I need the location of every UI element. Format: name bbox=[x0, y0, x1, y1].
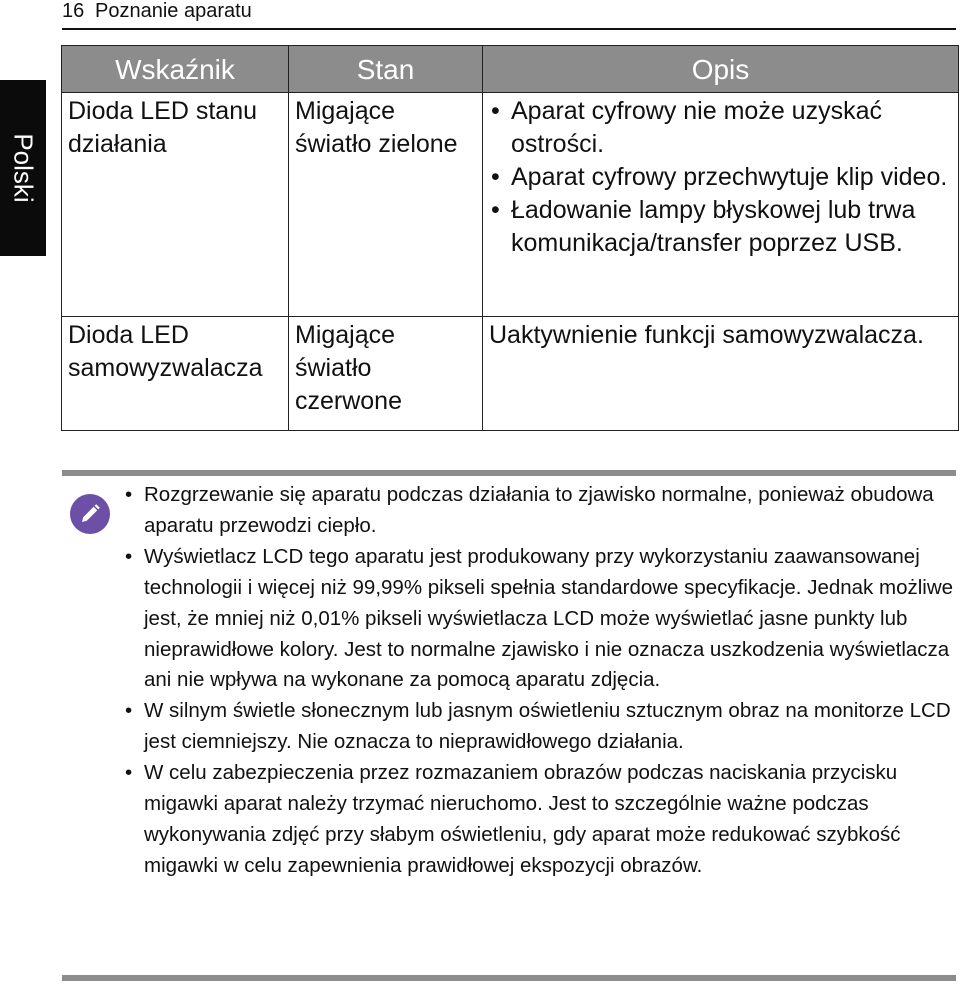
note-bottom-rule bbox=[62, 975, 956, 981]
table-header-row bbox=[62, 46, 959, 93]
description-list bbox=[489, 95, 952, 260]
description-item: • Aparat cyfrowy nie może uzyskać ostrości. bbox=[489, 95, 952, 161]
description-cell: Uaktywnienie funkcji samowyzwalacza. bbox=[483, 317, 959, 431]
indicator-table bbox=[61, 45, 959, 431]
state-cell: Migające światło zielone bbox=[289, 93, 483, 317]
note-item: • Rozgrzewanie się aparatu podczas działania to zjawisko normalne, ponieważ obudowa aparatu przewodzi ciepło. bbox=[124, 480, 954, 542]
page-number: 16 bbox=[62, 0, 85, 22]
note-list bbox=[124, 480, 954, 882]
note-top-rule bbox=[62, 470, 956, 476]
note-item: • W silnym świetle słonecznym lub jasnym oświetleniu sztucznym obraz na monitorze LCD jest ciemniejszy. Nie oznacza to nieprawidłowego działania. bbox=[124, 696, 954, 758]
column-header-state: Stan bbox=[289, 46, 483, 93]
column-header-indicator: Wskaźnik bbox=[62, 46, 289, 93]
description-cell bbox=[483, 93, 959, 317]
language-tab-label: Polski bbox=[8, 133, 39, 203]
language-tab bbox=[0, 80, 46, 256]
indicator-cell: Dioda LED stanu działania bbox=[62, 93, 289, 317]
page-header bbox=[62, 0, 956, 30]
indicator-cell: Dioda LED samowyzwalacza bbox=[62, 317, 289, 431]
note-item: • Wyświetlacz LCD tego aparatu jest produkowany przy wykorzystaniu zaawansowanej technologii i więcej niż 99,99% pikseli spełnia standardowe specyfikacje. Jednak możliwe jest, że mniej niż 0,01% pikseli wyświetlacza LCD może wyświetlać jasne punkty lub nieprawidłowe kolory. Jest to normalne zjawisko i nie oznacza uszkodzenia wyświetlacza ani nie wpływa na wykonane za pomocą aparatu zdjęcia. bbox=[124, 542, 954, 697]
note-item: • W celu zabezpieczenia przez rozmazaniem obrazów podczas naciskania przycisku migawki aparat należy trzymać nieruchomo. Jest to szczególnie ważne podczas wykonywania zdjęć przy słabym oświetleniu, gdy aparat może redukować szybkość migawki w celu zapewnienia prawidłowej ekspozycji obrazów. bbox=[124, 758, 954, 882]
section-title: Poznanie aparatu bbox=[95, 0, 252, 22]
table-row bbox=[62, 317, 959, 431]
description-item: • Ładowanie lampy błyskowej lub trwa komunikacja/transfer poprzez USB. bbox=[489, 194, 952, 260]
table-row bbox=[62, 93, 959, 317]
pencil-icon bbox=[70, 494, 110, 534]
description-item: • Aparat cyfrowy przechwytuje klip video. bbox=[489, 161, 952, 194]
column-header-description: Opis bbox=[483, 46, 959, 93]
state-cell: Migające światło czerwone bbox=[289, 317, 483, 431]
